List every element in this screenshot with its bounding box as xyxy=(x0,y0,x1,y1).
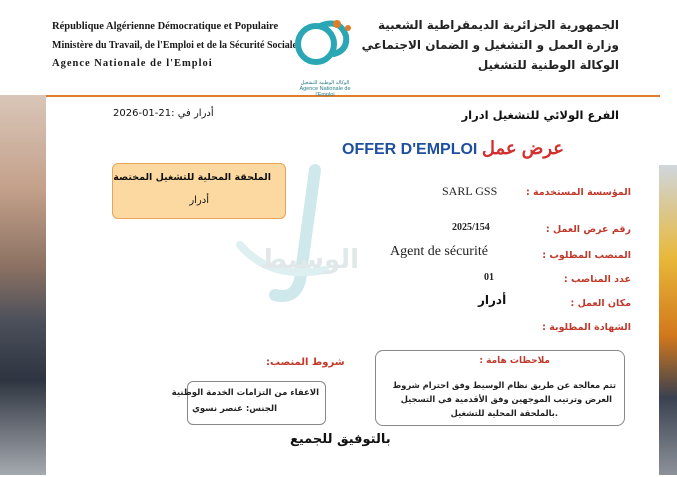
closing-text: بالتوفيق للجميع xyxy=(290,432,391,447)
value-location: أدرار xyxy=(478,293,507,307)
notes-title: ملاحظات هامة : xyxy=(479,356,550,366)
offer-title-fr: OFFER D'EMPLOI xyxy=(342,141,478,158)
header-ar-line2: وزارة العمل و التشغيل و الضمان الاجتماعي xyxy=(361,38,619,52)
watermark-text: الوسيط xyxy=(260,245,359,275)
condition-military: الاعفاء من التزامات الخدمة الوطنية xyxy=(171,388,319,398)
value-position: Agent de sécurité xyxy=(390,244,488,259)
anem-logo-icon xyxy=(290,14,360,74)
logo-caption-ar: الوكالة الوطنية للتشغيل xyxy=(300,80,350,86)
value-employer: SARL GSS xyxy=(442,184,498,198)
value-count: 01 xyxy=(484,272,494,283)
agency-box-value: أدرار xyxy=(189,195,209,206)
date-line: أدرار في :21-01-2026 xyxy=(113,108,214,119)
offer-title xyxy=(342,138,564,159)
label-location: مكان العمل : xyxy=(570,298,631,309)
label-employer: المؤسسة المستخدمة : xyxy=(525,187,631,198)
branch-title: الفرع الولائي للتشغيل ادرار xyxy=(461,108,619,122)
agency-box xyxy=(112,163,286,219)
anem-logo xyxy=(290,14,360,98)
label-diploma: الشهادة المطلوبة : xyxy=(542,322,631,333)
right-photo xyxy=(659,165,677,475)
offer-title-ar: عرض عمل xyxy=(481,138,565,158)
value-offer-number: 2025/154 xyxy=(452,222,490,233)
condition-gender: الجنس: عنصر نسوي xyxy=(192,404,277,414)
header-ar-line3: الوكالة الوطنية للتشغيل xyxy=(477,58,619,72)
label-count: عدد المناصب : xyxy=(563,274,631,285)
conditions-box xyxy=(171,381,326,425)
header-ar-line1: الجمهورية الجزائرية الديمقراطية الشعبية xyxy=(377,18,619,32)
header-fr-line2: Ministère du Travail, de l'Emploi et de la Sécurité Sociale xyxy=(52,40,297,51)
agency-box-title: الملحقة المحلية للتشغيل المختصة xyxy=(113,172,271,183)
label-position: المنصب المطلوب : xyxy=(542,250,631,261)
left-photo xyxy=(0,95,46,475)
notes-text-line3: .بالملحقة المحلية للتشغيل xyxy=(450,408,558,418)
conditions-title: شروط المنصب: xyxy=(266,357,345,368)
logo-caption-fr: Agence Nationale de l'Emploi xyxy=(299,86,351,98)
notes-text-line2: العرض وترتيب الموجهين وفق الأقدمية في التسجيل xyxy=(400,394,612,404)
header-fr-line1: République Algérienne Démocratique et Populaire xyxy=(52,21,279,32)
notes-text-line1: تتم معالجة عن طريق نظام الوسيط وفق احترام شروط xyxy=(392,380,616,390)
label-offer-number: رقم عرض العمل : xyxy=(545,224,631,235)
header-fr-line3: Agence Nationale de l'Emploi xyxy=(52,58,213,69)
notes-box xyxy=(375,350,625,426)
